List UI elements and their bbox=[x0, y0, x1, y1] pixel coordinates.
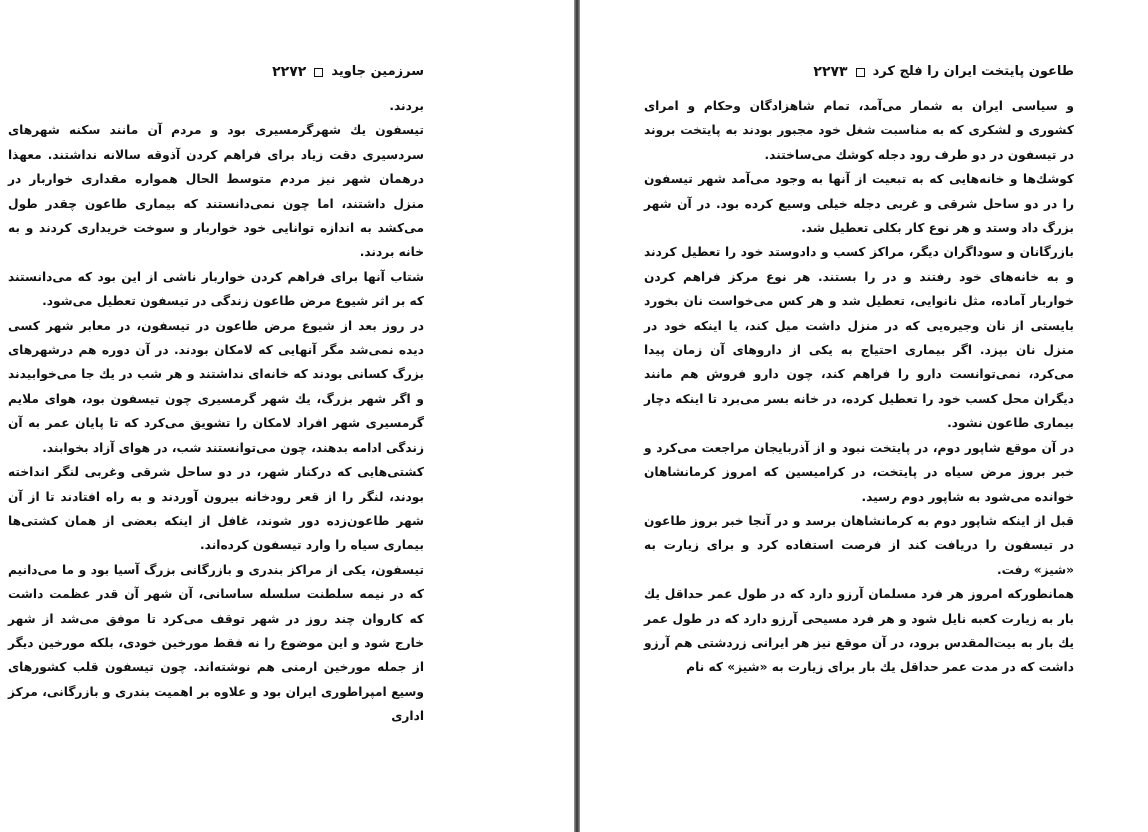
paragraph: تیسفون، یکی از مراکز بندری و بازرگانی بزرگ آسیا بود و ما می‌دانیم که در نیمه سلطنت سلسله ساسانی، آن شهر آن قدر عظمت داشت که کاروان چند روز در شهر توقف می‌کرد تا موفق می‌شد از شهر خارج شود و این موضوع را نه فقط مورخین خودی، بلکه مورخین دیگر از جمله مورخین ارمنی هم نوشته‌اند. چون تیسفون قلب کشورهای وسیع امپراطوری ایران بود و علاوه بر اهمیت بندری و بازرگانی، مرکز اداری bbox=[8, 562, 424, 724]
right-page-header bbox=[813, 62, 1074, 82]
right-page-running-title: طاعون پایتخت ایران را فلج کرد bbox=[872, 64, 1074, 79]
left-page-body bbox=[8, 94, 424, 729]
paragraph: در روز بعد از شیوع مرض طاعون در تیسفون، در معابر شهر کسی دیده نمی‌شد مگر آنهایی که لامکان بودند. در آن دوره هم درشهرهای بزرگ کسانی بودند که خانه‌ای نداشتند و هر شب در یك جا می‌خوابیدند و اگر شهر بزرگ، یك شهر گرمسیری چون تیسفون بود، هوای ملایم گرمسیری شهر افراد لامکان را تشویق می‌کرد که تا پایان عمر به آن زندگی ادامه بدهند، چون می‌توانستند شب، در هوای آزاد بخوابند. bbox=[8, 318, 424, 455]
header-separator-box-icon bbox=[314, 68, 323, 77]
paragraph: همانطورکه امروز هر فرد مسلمان آرزو دارد که در طول عمر حداقل یك بار به زیارت کعبه نایل شود و هر فرد مسیحی آرزو دارد که در طول عمر یك بار به بیت‌المقدس برود، در آن موقع نیز هر ایرانی زردشتی هم آرزو داشت که در مدت عمر حداقل یك بار برای زیارت به «شیز» که نام bbox=[644, 587, 1074, 675]
header-separator-box-icon bbox=[856, 68, 865, 77]
paragraph: تیسفون یك شهرگرمسیری بود و مردم آن مانند سکنه شهرهای سردسیری دقت زیاد برای فراهم کردن آذوقه سالانه نداشتند. معهذا درهمان شهر نیز مردم متوسط الحال همواره مقداری خواربار در منزل داشتند، اما چون نمی‌دانستند که بیماری طاعون چقدر طول می‌کشد به اندازه توانایی خود خواربار و سوخت خریداری کردند و به خانه بردند. bbox=[8, 123, 424, 260]
paragraph: بردند. bbox=[389, 99, 424, 113]
left-page-header bbox=[272, 62, 424, 82]
right-page-body bbox=[644, 94, 1074, 680]
paragraph: کشتی‌هایی که درکنار شهر، در دو ساحل شرقی وغربی لنگر انداخته بودند، لنگر را از قعر رودخانه بیرون آوردند و به راه افتادند تا از آن شهر طاعون‌زده دور شوند، غافل از اینکه بعضی از همان کشتی‌ها بیماری سیاه را وارد تیسفون کرده‌اند. bbox=[8, 465, 424, 553]
right-page bbox=[580, 0, 1148, 832]
paragraph: بازرگانان و سوداگران دیگر، مراکز کسب و دادوستد خود را تعطیل کردند و به خانه‌های خود رفتند و در را بستند. هر نوع مرکز فراهم کردن خواربار آماده، مثل نانوایی، تعطیل شد و هر کس می‌خواست نان بخورد بایستی از نان وجیره‌یی که در منزل داشت میل کند، یا اینکه خود در منزل نان بپزد. اگر بیماری احتیاج به یکی از داروهای آن زمان پیدا می‌کرد، نمی‌توانست دارو را فراهم کند، چون دارو فروش هم مانند دیگران محل کسب خود را تعطیل کرده، در خانه بسر می‌برد تا اینکه دچار بیماری طاعون نشود. bbox=[644, 245, 1074, 431]
paragraph: در آن موقع شاپور دوم، در پایتخت نبود و از آذربایجان مراجعت می‌کرد و خبر بروز مرض سیاه در پایتخت، در کرامیسین که امروز کرمانشاهان خوانده می‌شود به شاپور دوم رسید. bbox=[644, 440, 1074, 504]
paragraph: قبل از اینکه شاپور دوم به کرمانشاهان برسد و در آنجا خبر بروز طاعون در تیسفون را دریافت کند از فرصت استفاده کرد و برای زیارت به «شیز» رفت. bbox=[644, 513, 1074, 577]
paragraph: و سیاسی ایران به شمار می‌آمد، تمام شاهزادگان وحکام و امرای کشوری و لشکری که به مناسبت شغل خود مجبور بودند به پایتخت بروند در تیسفون در دو طرف رود دجله کوشك می‌ساختند. bbox=[644, 99, 1074, 162]
paragraph: شتاب آنها برای فراهم کردن خواربار ناشی از این بود که می‌دانستند که بر اثر شیوع مرض طاعون زندگی در تیسفون تعطیل می‌شود. bbox=[8, 269, 424, 309]
left-page-running-title: سرزمین جاوید bbox=[331, 64, 424, 79]
left-page-number: ۲۲۷۲ bbox=[272, 64, 307, 80]
right-page-number: ۲۲۷۳ bbox=[813, 64, 848, 80]
paragraph: کوشك‌ها و خانه‌هایی که به تبعیت از آنها به وجود می‌آمد شهر تیسفون را در دو ساحل شرقی و غربی دجله خیلی وسیع کرده بود. در آن شهر بزرگ داد وستد و هر نوع کار بکلی تعطیل شد. bbox=[644, 172, 1074, 236]
